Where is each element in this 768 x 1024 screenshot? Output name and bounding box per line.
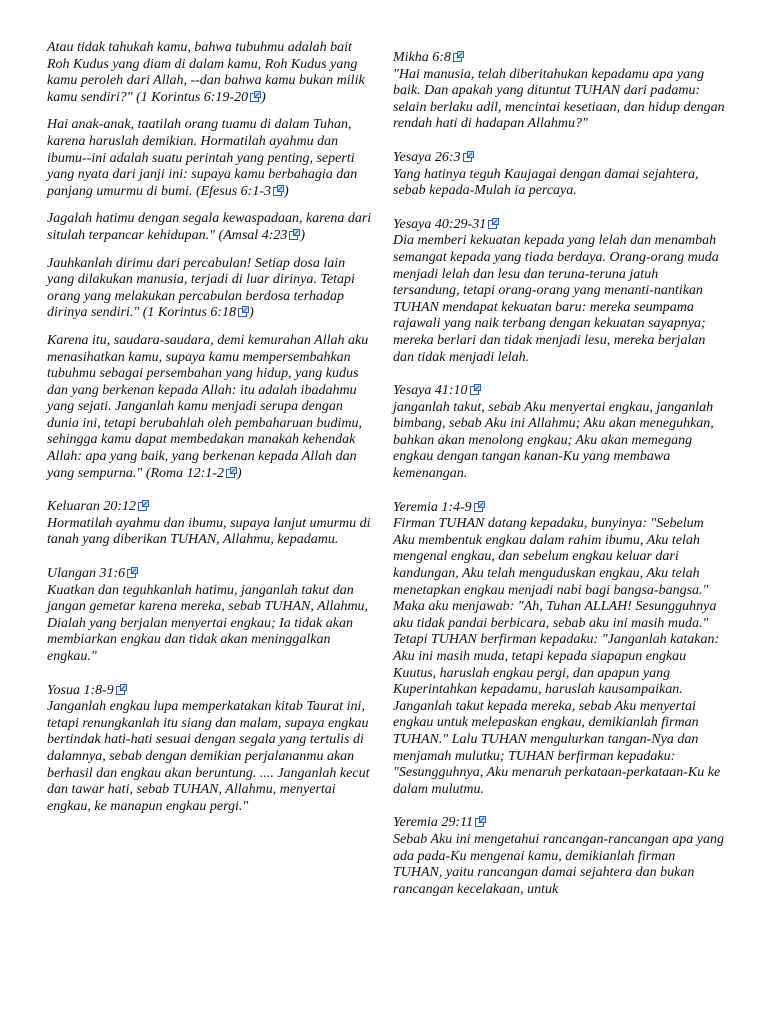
verse-text: janganlah takut, sebab Aku menyertai engkau, janganlah bimbang, sebab Aku ini Allahmu; Aku akan meneguhkan, bahkan akan menolong engkau; Aku akan memegang engkau dengan tangan kanan-Ku yang membawa kemenangan. — [393, 399, 714, 482]
external-link-icon[interactable] — [238, 306, 249, 317]
verse-text: Sebab Aku ini mengetahui rancangan-rancangan apa yang ada pada-Ku mengenai kamu, demikianlah firman TUHAN, yaitu rancangan damai sejahtera dan bukan rancangan kecelakaan, untuk — [393, 831, 725, 897]
verse-entry — [393, 500, 728, 799]
verse-reference[interactable]: Yesaya 26:3 — [393, 150, 728, 167]
external-link-icon[interactable] — [453, 51, 464, 62]
verse-text: Yang hatinya teguh Kaujagai dengan damai sejahtera, sebab kepada-Mulah ia percaya. — [393, 166, 699, 199]
external-link-icon[interactable] — [127, 567, 138, 578]
external-link-icon[interactable] — [250, 91, 261, 102]
verse-entry: Jagalah hatimu dengan segala kewaspadaan, karena dari situlah terpancar kehidupan." (Amsal 4:23 ) — [47, 211, 372, 243]
left-column — [47, 40, 373, 826]
external-link-icon[interactable] — [488, 218, 499, 229]
external-link-icon[interactable] — [474, 501, 485, 512]
verse-entry — [47, 566, 373, 666]
verse-text: Firman TUHAN datang kepadaku, bunyinya: "Sebelum Aku membentuk engkau dalam rahim ibumu, Aku telah mengenal engkau, dan sebelum engkau keluar dari kandungan, Aku telah menguduskan engkau, Aku telah menetapkan engkau menjadi nabi bagi bangsa-bangsa." Maka aku menjawab: "Ah, Tuhan ALLAH! Sesungguhnya aku tidak pandai berbicara, sebab aku ini masih muda." Tetapi TUHAN berfirman kepadaku: "Janganlah katakan: Aku ini masih muda, tetapi kepada siapapun engkau Kuutus, haruslah engkau pergi, dan apapun yang Kuperintahkan kepadamu, haruslah kausampaikan. Janganlah takut kepada mereka, sebab Aku menyertai engkau untuk melepaskan engkau, demikianlah firman TUHAN." Lalu TUHAN mengulurkan tangan-Nya dan menjamah mulutku; TUHAN berfirman kepadaku: "Sesungguhnya, Aku menaruh perkataan-perkataan-Ku ke dalam mulutmu. — [393, 516, 721, 797]
verse-reference[interactable]: Yesaya 40:29-31 — [393, 217, 728, 234]
verse-entry — [47, 499, 373, 549]
external-link-icon[interactable] — [470, 384, 481, 395]
verse-entry — [393, 383, 728, 483]
verse-entry — [393, 217, 728, 366]
external-link-icon[interactable] — [475, 816, 486, 827]
verse-reference[interactable]: Mikha 6:8 — [393, 50, 728, 67]
verse-entry: Hai anak-anak, taatilah orang tuamu di dalam Tuhan, karena haruslah demikian. Hormatilah ayahmu dan ibumu--ini adalah suatu perintah yang penting, seperti yang nyata dari janji ini: supaya kamu berbahagia dan panjang umurmu di bumi. (Efesus 6:1-3 ) — [47, 117, 358, 199]
external-link-icon[interactable] — [138, 500, 149, 511]
verse-entry — [393, 50, 728, 133]
verse-text: Dia memberi kekuatan kepada yang lelah dan menambah semangat kepada yang tiada berdaya. Orang-orang muda menjadi lelah dan lesu dan teruna-teruna jatuh tersandung, tetapi orang-orang yang menanti-nantikan TUHAN mendapat kekuatan baru: mereka seumpama rajawali yang naik terbang dengan kekuatan sayapnya; mereka berlari dan tidak menjadi lesu, mereka berjalan dan tidak menjadi lelah. — [393, 233, 719, 365]
right-column — [393, 50, 728, 915]
external-link-icon[interactable] — [289, 229, 300, 240]
verse-entry: Jauhkanlah dirimu dari percabulan! Setiap dosa lain yang dilakukan manusia, terjadi di luar dirinya. Tetapi orang yang melakukan percabulan berdosa terhadap dirinya sendiri." (1 Korintus 6:18 ) — [47, 255, 355, 321]
external-link-icon[interactable] — [273, 185, 284, 196]
verse-entry — [47, 683, 373, 816]
verse-entry: Karena itu, saudara-saudara, demi kemurahan Allah aku menasihatkan kamu, supaya kamu mempersembahkan tubuhmu sebagai persembahan yang hidup, yang kudus dan yang berkenan kepada Allah: itu adalah ibadahmu yang sejati. Janganlah kamu menjadi serupa dengan dunia ini, tetapi berubahlah oleh pembaharuan budimu, sehingga kamu dapat membedakan manakah kehendak Allah: apa yang baik, yang berkenan kepada Allah dan yang sempurna." (Roma 12:1-2 ) — [47, 332, 369, 481]
verse-entry — [393, 150, 728, 200]
external-link-icon[interactable] — [463, 151, 474, 162]
verse-reference[interactable]: Yeremia 29:11 — [393, 815, 728, 832]
verse-text: Hormatilah ayahmu dan ibumu, supaya lanjut umurmu di tanah yang diberikan TUHAN, Allahmu, kepadamu. — [47, 515, 371, 548]
external-link-icon[interactable] — [116, 684, 127, 695]
verse-text: Janganlah engkau lupa memperkatakan kitab Taurat ini, tetapi renungkanlah itu siang dan malam, supaya engkau bertindak hati-hati sesuai dengan segala yang tertulis di dalamnya, sebab dengan demikian perjalananmu akan berhasil dan engkau akan beruntung. .... Janganlah kecut dan tawar hati, sebab TUHAN, Allahmu, menyertai engkau, ke manapun engkau pergi." — [47, 699, 370, 814]
verse-text: "Hai manusia, telah diberitahukan kepadamu apa yang baik. Dan apakah yang dituntut TUHAN dari padamu: selain berlaku adil, mencintai kesetiaan, dan hidup dengan rendah hati di hadapan Allahmu?" — [393, 66, 725, 132]
verse-entry — [393, 815, 728, 898]
verse-reference[interactable]: Yesaya 41:10 — [393, 383, 728, 400]
verse-reference[interactable]: Yeremia 1:4-9 — [393, 500, 728, 517]
verse-entry: Atau tidak tahukah kamu, bahwa tubuhmu adalah bait Roh Kudus yang diam di dalam kamu, Roh Kudus yang kamu peroleh dari Allah, --dan bahwa kamu bukan milik kamu sendiri?" (1 Korintus 6:19-20 ) — [47, 40, 365, 105]
verse-reference[interactable]: Ulangan 31:6 — [47, 566, 373, 583]
external-link-icon[interactable] — [226, 467, 237, 478]
verse-text: Kuatkan dan teguhkanlah hatimu, janganlah takut dan jangan gemetar karena mereka, sebab TUHAN, Allahmu, Dialah yang berjalan menyertai engkau; Ia tidak akan membiarkan engkau dan tidak akan meninggalkan engkau." — [47, 582, 369, 664]
verse-reference[interactable]: Keluaran 20:12 — [47, 499, 373, 516]
verse-reference[interactable]: Yosua 1:8-9 — [47, 683, 373, 700]
